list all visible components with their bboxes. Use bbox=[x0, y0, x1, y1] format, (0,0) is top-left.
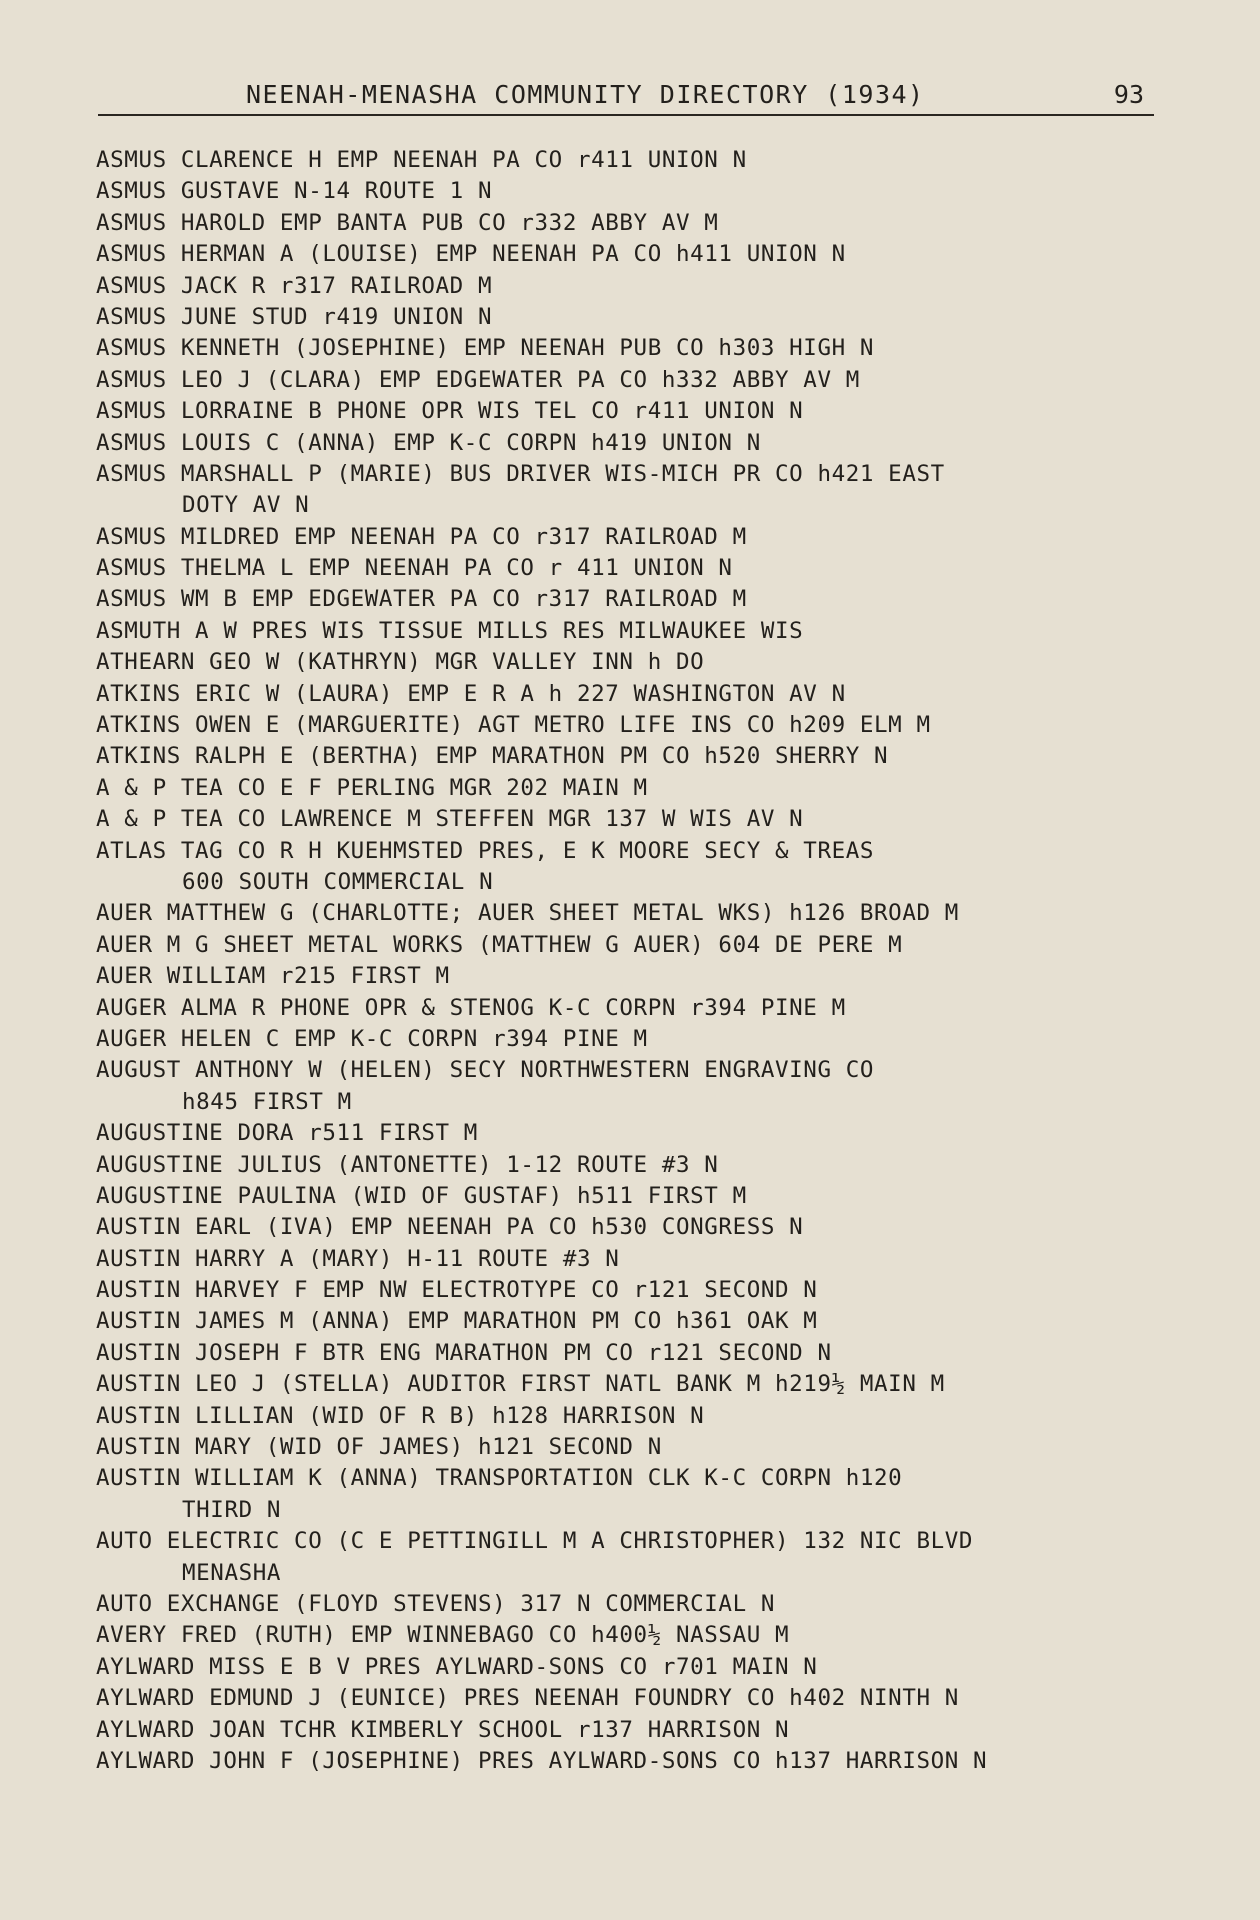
page-number: 93 bbox=[1113, 80, 1144, 109]
directory-entry: ASMUS LOUIS C (ANNA) EMP K-C CORPN h419 UNION N bbox=[96, 429, 761, 456]
directory-entry: ASMUS JUNE STUD r419 UNION N bbox=[96, 303, 493, 330]
directory-entry: AYLWARD JOHN F (JOSEPHINE) PRES AYLWARD-SONS CO h137 HARRISON N bbox=[96, 1747, 988, 1774]
directory-entry: ATLAS TAG CO R H KUEHMSTED PRES, E K MOORE SECY & TREAS bbox=[96, 837, 875, 864]
directory-entry: AUSTIN MARY (WID OF JAMES) h121 SECOND N bbox=[96, 1434, 662, 1461]
directory-entry: AUSTIN WILLIAM K (ANNA) TRANSPORTATION CLK K-C CORPN h120 bbox=[96, 1465, 903, 1492]
directory-entry: ASMUS MARSHALL P (MARIE) BUS DRIVER WIS-MICH PR CO h421 EAST bbox=[96, 460, 945, 487]
directory-entry: AUSTIN HARRY A (MARY) H-11 ROUTE #3 N bbox=[96, 1245, 620, 1272]
directory-entry: ASMUS HERMAN A (LOUISE) EMP NEENAH PA CO h411 UNION N bbox=[96, 241, 846, 268]
directory-entry: ASMUS THELMA L EMP NEENAH PA CO r 411 UNION N bbox=[96, 555, 733, 582]
directory-entry: ASMUTH A W PRES WIS TISSUE MILLS RES MILWAUKEE WIS bbox=[96, 617, 804, 644]
directory-entry-continuation: 600 SOUTH COMMERCIAL N bbox=[182, 868, 494, 895]
directory-entry: AUSTIN LEO J (STELLA) AUDITOR FIRST NATL BANK M h219½ MAIN M bbox=[96, 1371, 945, 1398]
directory-entry-continuation: h845 FIRST M bbox=[182, 1088, 352, 1115]
directory-entry: AVERY FRED (RUTH) EMP WINNEBAGO CO h400½ NASSAU M bbox=[96, 1622, 790, 1649]
directory-entry: AYLWARD JOAN TCHR KIMBERLY SCHOOL r137 HARRISON N bbox=[96, 1716, 790, 1743]
directory-entry: AUSTIN LILLIAN (WID OF R B) h128 HARRISON N bbox=[96, 1402, 705, 1429]
directory-entry-continuation: THIRD N bbox=[182, 1496, 282, 1523]
directory-entry: AUER M G SHEET METAL WORKS (MATTHEW G AUER) 604 DE PERE M bbox=[96, 931, 903, 958]
directory-entry: AUTO ELECTRIC CO (C E PETTINGILL M A CHRISTOPHER) 132 NIC BLVD bbox=[96, 1528, 974, 1555]
page-header bbox=[98, 78, 1154, 116]
directory-entry: AUSTIN JAMES M (ANNA) EMP MARATHON PM CO h361 OAK M bbox=[96, 1308, 818, 1335]
directory-entry: A & P TEA CO E F PERLING MGR 202 MAIN M bbox=[96, 774, 648, 801]
directory-title: NEENAH-MENASHA COMMUNITY DIRECTORY (1934) bbox=[246, 80, 925, 109]
directory-entry: A & P TEA CO LAWRENCE M STEFFEN MGR 137 W WIS AV N bbox=[96, 806, 804, 833]
directory-entry: AUGER ALMA R PHONE OPR & STENOG K-C CORPN r394 PINE M bbox=[96, 994, 846, 1021]
directory-entry: AUGER HELEN C EMP K-C CORPN r394 PINE M bbox=[96, 1025, 648, 1052]
directory-entry: AUSTIN EARL (IVA) EMP NEENAH PA CO h530 CONGRESS N bbox=[96, 1214, 804, 1241]
directory-entry: AUGUSTINE PAULINA (WID OF GUSTAF) h511 FIRST M bbox=[96, 1182, 747, 1209]
directory-entry: AYLWARD MISS E B V PRES AYLWARD-SONS CO r701 MAIN N bbox=[96, 1653, 818, 1680]
directory-entry: ATKINS RALPH E (BERTHA) EMP MARATHON PM CO h520 SHERRY N bbox=[96, 743, 889, 770]
directory-entry: ASMUS LORRAINE B PHONE OPR WIS TEL CO r411 UNION N bbox=[96, 398, 804, 425]
directory-entry: AUSTIN HARVEY F EMP NW ELECTROTYPE CO r121 SECOND N bbox=[96, 1277, 818, 1304]
directory-entry: ASMUS JACK R r317 RAILROAD M bbox=[96, 272, 493, 299]
directory-entry: ASMUS MILDRED EMP NEENAH PA CO r317 RAILROAD M bbox=[96, 523, 747, 550]
directory-entry: AUER MATTHEW G (CHARLOTTE; AUER SHEET METAL WKS) h126 BROAD M bbox=[96, 900, 959, 927]
directory-entry-continuation: DOTY AV N bbox=[182, 492, 310, 519]
directory-entry-continuation: MENASHA bbox=[182, 1559, 282, 1586]
directory-entry: ASMUS KENNETH (JOSEPHINE) EMP NEENAH PUB CO h303 HIGH N bbox=[96, 335, 875, 362]
directory-entry: ASMUS WM B EMP EDGEWATER PA CO r317 RAILROAD M bbox=[96, 586, 747, 613]
directory-entry: AUGUST ANTHONY W (HELEN) SECY NORTHWESTERN ENGRAVING CO bbox=[96, 1057, 875, 1084]
directory-entries bbox=[96, 145, 1206, 1777]
directory-entry: ASMUS GUSTAVE N-14 ROUTE 1 N bbox=[96, 178, 493, 205]
directory-entry: ASMUS LEO J (CLARA) EMP EDGEWATER PA CO h332 ABBY AV M bbox=[96, 366, 860, 393]
directory-entry: ASMUS CLARENCE H EMP NEENAH PA CO r411 UNION N bbox=[96, 147, 747, 173]
directory-entry: ATKINS ERIC W (LAURA) EMP E R A h 227 WASHINGTON AV N bbox=[96, 680, 846, 707]
directory-entry: AUGUSTINE JULIUS (ANTONETTE) 1-12 ROUTE #3 N bbox=[96, 1151, 719, 1178]
directory-entry: ASMUS HAROLD EMP BANTA PUB CO r332 ABBY AV M bbox=[96, 209, 719, 236]
directory-entry: AUER WILLIAM r215 FIRST M bbox=[96, 963, 450, 990]
directory-entry: AYLWARD EDMUND J (EUNICE) PRES NEENAH FOUNDRY CO h402 NINTH N bbox=[96, 1685, 959, 1712]
directory-entry: AUSTIN JOSEPH F BTR ENG MARATHON PM CO r121 SECOND N bbox=[96, 1339, 832, 1366]
directory-entry: ATKINS OWEN E (MARGUERITE) AGT METRO LIFE INS CO h209 ELM M bbox=[96, 712, 931, 739]
directory-entry: ATHEARN GEO W (KATHRYN) MGR VALLEY INN h DO bbox=[96, 649, 705, 676]
directory-entry: AUGUSTINE DORA r511 FIRST M bbox=[96, 1120, 478, 1147]
directory-entry: AUTO EXCHANGE (FLOYD STEVENS) 317 N COMMERCIAL N bbox=[96, 1590, 776, 1617]
